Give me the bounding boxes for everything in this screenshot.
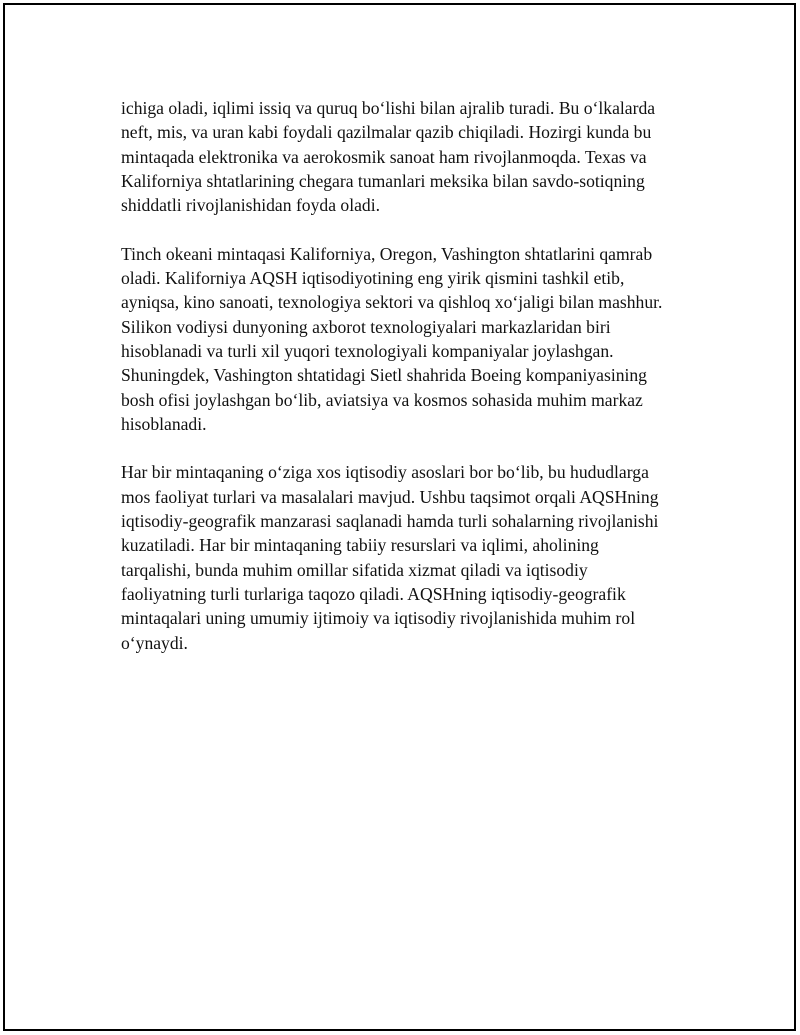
document-body xyxy=(121,96,701,679)
paragraph-2: Tinch okeani mintaqasi Kaliforniya, Oregon, Vashington shtatlarini qamrab oladi. Kaliforniya AQSH iqtisodiyotining eng yirik qismini tashkil etib, ayniqsa, kino sanoati, texnologiya sektori va qishloq xo‘jaligi bilan mashhur. Silikon vodiysi dunyoning axborot texnologiyalari markazlaridan biri hisoblanadi va turli xil yuqori texnologiyali kompaniyalar joylashgan. Shuningdek, Vashington shtatidagi Sietl shahrida Boeing kompaniyasining bosh ofisi joylashgan bo‘lib, aviatsiya va kosmos sohasida muhim markaz hisoblanadi. xyxy=(121,243,663,434)
document-page xyxy=(3,3,796,1031)
paragraph-3: Har bir mintaqaning o‘ziga xos iqtisodiy asoslari bor bo‘lib, bu hududlarga mos faoliyat turlari va masalalari mavjud. Ushbu taqsimot orqali AQSHning iqtisodiy-geografik manzarasi saqlanadi hamda turli sohalarning rivojlanishi kuzatiladi. Har bir mintaqaning tabiiy resurslari va iqlimi, aholining tarqalishi, bunda muhim omillar sifatida xizmat qiladi va iqtisodiy faoliyatning turli turlariga taqozo qiladi. AQSHning iqtisodiy-geografik mintaqalari uning umumiy ijtimoiy va iqtisodiy rivojlanishida muhim rol o‘ynaydi. xyxy=(121,462,659,653)
paragraph-1: ichiga oladi, iqlimi issiq va quruq bo‘lishi bilan ajralib turadi. Bu o‘lkalarda neft, mis, va uran kabi foydali qazilmalar qazib chiqiladi. Hozirgi kunda bu mintaqada elektronika va aerokosmik sanoat ham rivojlanmoqda. Texas va Kaliforniya shtatlarining chegara tumanlari meksika bilan savdo-sotiqning shiddatli rivojlanishidan foyda oladi. xyxy=(121,98,656,216)
